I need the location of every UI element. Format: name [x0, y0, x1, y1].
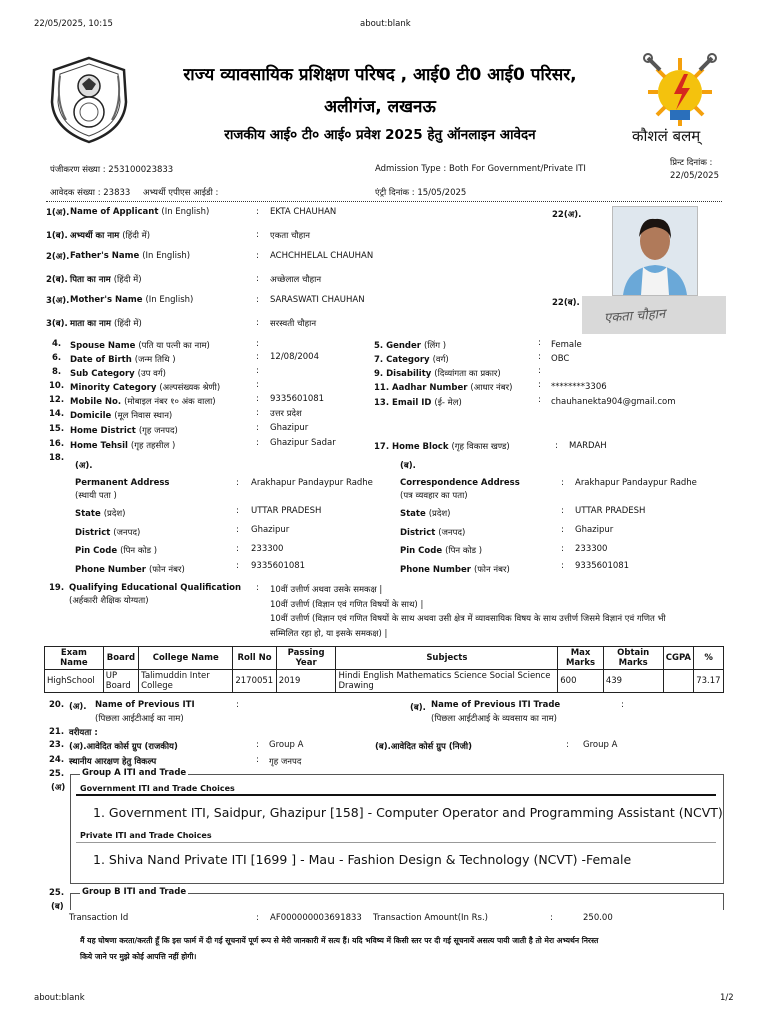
header-max-marks: Max Marks	[558, 647, 604, 670]
colon: :	[561, 525, 564, 535]
mother-name-hindi: सरस्वती चौहान	[270, 319, 317, 329]
field-number: 12.	[49, 395, 65, 405]
print-url: about:blank	[360, 19, 411, 29]
colon: :	[256, 339, 259, 349]
field-label	[70, 440, 175, 451]
header-obtain-marks: Obtain Marks	[603, 647, 663, 670]
colon: :	[256, 352, 259, 362]
skill-logo-text: कौशलं बलम्	[632, 127, 701, 145]
perm-pincode: 233300	[251, 544, 284, 554]
cell-percent: 73.17	[694, 670, 724, 693]
colon: :	[621, 700, 624, 710]
father-name: ACHCHHELAL CHAUHAN	[270, 251, 374, 261]
cell-roll-no: 2170051	[233, 670, 276, 693]
label-en: Minority Category	[70, 383, 157, 393]
divider	[76, 842, 716, 843]
table-header-row	[45, 647, 724, 670]
field-number: 13.	[374, 398, 390, 408]
label-en: Home Tehsil	[70, 441, 128, 451]
label-en: Phone Number	[75, 565, 146, 575]
cell-board: UP Board	[103, 670, 138, 693]
transaction-id: AF000000003691833	[270, 913, 362, 923]
photo-label: 22(अ).	[552, 210, 582, 220]
label-sub: (उप वर्ग)	[137, 369, 166, 379]
label-sub: (पिन कोड )	[120, 546, 158, 556]
field-label	[374, 368, 501, 379]
cell-exam: HighSchool	[45, 670, 104, 693]
label-sub: (In English)	[161, 207, 210, 217]
header-college: College Name	[139, 647, 233, 670]
label-sub: (आधार नंबर)	[470, 383, 513, 393]
pvt-iti-choice: 1. Shiva Nand Private ITI [1699 ] - Mau - Fashion Design & Technology (NCVT) -Female	[93, 852, 632, 867]
colon: :	[256, 274, 259, 284]
field-number: 16.	[49, 439, 65, 449]
label-en: Category	[386, 355, 430, 365]
label-sub: (दिव्यांगता का प्रकार)	[434, 369, 501, 379]
registration-number: पंजीकरण संख्या : 253100023833	[50, 165, 174, 175]
perm-address-sub: (स्थायी पता )	[75, 491, 117, 501]
label-sub: (In English)	[142, 251, 191, 261]
field-label	[70, 354, 176, 365]
label-sub: (पति या पत्नी का नाम)	[138, 341, 210, 351]
label-en: Name of Applicant	[70, 207, 159, 217]
label-hi: माता का नाम	[70, 319, 111, 329]
perm-state: UTTAR PRADESH	[251, 506, 322, 516]
header-percent: %	[694, 647, 724, 670]
label-en: Phone Number	[400, 565, 471, 575]
label-sub: (जनपद)	[113, 528, 141, 538]
group-a-legend: Group A ITI and Trade	[82, 768, 187, 778]
field-label	[70, 396, 216, 407]
page-number: 1/2	[720, 993, 734, 1003]
local-reservation-label: स्थानीय आरक्षण हेतु विकल्प	[69, 757, 157, 767]
field-number: 9.	[374, 369, 384, 379]
gov-course-group-label: (अ).आवेदित कोर्स ग्रुप (राजकीय)	[69, 742, 178, 752]
colon: :	[538, 395, 541, 405]
field-number: 2(अ).	[46, 252, 70, 262]
field-number: 20.	[49, 700, 65, 710]
colon: :	[561, 506, 564, 516]
sub-number: (ब).	[400, 461, 416, 471]
colon: :	[236, 700, 239, 710]
table-row	[45, 670, 724, 693]
field-label	[70, 382, 220, 393]
colon: :	[256, 230, 259, 240]
label-sub: (जनपद)	[438, 528, 466, 538]
signature-text: एकता चौहान	[603, 306, 666, 327]
label-hi: अभ्यर्थी का नाम	[70, 231, 120, 241]
label-hi: पिता का नाम	[70, 275, 111, 285]
divider	[46, 201, 722, 202]
colon: :	[236, 478, 239, 488]
colon: :	[236, 525, 239, 535]
sub-number: (अ).	[75, 461, 93, 471]
label-en: Pin Code	[400, 546, 443, 556]
field-label	[400, 527, 465, 538]
colon: :	[256, 423, 259, 433]
field-number: 19.	[49, 583, 65, 593]
field-number: 10.	[49, 381, 65, 391]
colon: :	[236, 506, 239, 516]
corr-state: UTTAR PRADESH	[575, 506, 646, 516]
colon: :	[256, 740, 259, 750]
field-number: 2(ब).	[46, 275, 68, 285]
field-label	[70, 368, 166, 379]
colon: :	[538, 380, 541, 390]
label-en: Mobile No.	[70, 397, 122, 407]
colon: :	[538, 338, 541, 348]
field-label	[70, 340, 210, 351]
home-block: MARDAH	[569, 441, 607, 451]
label-en: Email ID	[392, 398, 432, 408]
declaration-line2: किये जाने पर मुझे कोई आपत्ति नहीं होगी।	[80, 952, 197, 961]
field-number: 3(ब).	[46, 319, 68, 329]
prev-iti-sub: (पिछला आईटीआई का नाम)	[95, 714, 184, 724]
signature-label: 22(ब).	[552, 298, 580, 308]
print-date-label: प्रिन्ट दिनांक :	[670, 158, 713, 168]
field-label	[70, 251, 190, 261]
cell-subjects: Hindi English Mathematics Science Social Science Drawing	[336, 670, 558, 693]
label-en: State	[400, 509, 426, 519]
field-number: 5.	[374, 341, 384, 351]
label-sub: (In English)	[145, 295, 194, 305]
field-number: 3(अ).	[46, 296, 70, 306]
label-en: District	[400, 528, 436, 538]
corr-phone: 9335601081	[575, 561, 630, 571]
field-label	[70, 207, 209, 217]
header-title-line3: राजकीय आई० टी० आई० प्रवेश 2025 हेतु ऑनलाइन आवेदन	[224, 127, 536, 143]
divider	[76, 794, 716, 796]
mother-name: SARASWATI CHAUHAN	[270, 295, 365, 305]
label-sub: (गृह जनपद)	[138, 426, 178, 436]
transaction-amount-label: Transaction Amount(In Rs.)	[373, 913, 488, 923]
label-sub: (मोबाइल नंबर १० अंक वाला)	[124, 397, 216, 407]
header-title-line2: अलीगंज, लखनऊ	[324, 97, 436, 117]
signature-image	[582, 296, 726, 334]
header-title-line1: राज्य व्यावसायिक प्रशिक्षण परिषद , आई0 टी0 आई0 परिसर,	[183, 65, 577, 85]
colon: :	[256, 438, 259, 448]
colon: :	[550, 913, 553, 923]
field-label	[70, 230, 150, 241]
colon: :	[256, 394, 259, 404]
pvt-course-group-label: (ब).आवेदित कोर्स ग्रुप (निजी)	[375, 742, 472, 752]
category: OBC	[551, 354, 570, 364]
prev-iti-trade-sub: (पिछला आईटीआई के व्यवसाय का नाम)	[431, 714, 558, 724]
colon: :	[555, 441, 558, 451]
home-tehsil: Ghazipur Sadar	[270, 438, 336, 448]
field-number: 14.	[49, 409, 65, 419]
colon: :	[256, 251, 259, 261]
admission-type: Admission Type : Both For Government/Private ITI	[375, 164, 586, 174]
transaction-id-label: Transaction Id	[69, 913, 129, 923]
corr-pincode: 233300	[575, 544, 608, 554]
field-label	[374, 441, 510, 452]
colon: :	[561, 561, 564, 571]
label-sub: (ई- मेल)	[434, 398, 462, 408]
gender: Female	[551, 340, 582, 350]
perm-address-label: Permanent Address	[75, 478, 170, 488]
field-number: 1(ब).	[46, 231, 68, 241]
label-sub: (फोन नंबर)	[148, 565, 185, 575]
colon: :	[256, 207, 259, 217]
colon: :	[256, 913, 259, 923]
corr-address-label: Correspondence Address	[400, 478, 520, 488]
colon: :	[236, 561, 239, 571]
label-en: State	[75, 509, 101, 519]
label-sub: (गृह तहसील )	[130, 441, 176, 451]
qualification-sub: (अर्हकारी शैक्षिक योग्यता)	[69, 596, 149, 606]
label-en: Spouse Name	[70, 341, 136, 351]
gov-iti-choice: 1. Government ITI, Saidpur, Ghazipur [158] - Computer Operator and Programming Assistant (NCVT)	[93, 805, 723, 820]
cell-year: 2019	[276, 670, 336, 693]
label-sub: (प्रदेश)	[428, 509, 451, 519]
corr-address: Arakhapur Pandaypur Radhe	[575, 478, 697, 488]
field-label	[374, 340, 446, 351]
label-sub: (गृह विकास खण्ड)	[451, 442, 510, 452]
header-passing-year: Passing Year	[276, 647, 336, 670]
qualification-option: 10वीं उत्तीर्ण अथवा उसके समकक्ष |	[270, 585, 383, 595]
colon: :	[256, 366, 259, 376]
field-number: 1(अ).	[46, 208, 70, 218]
email-id: chauhanekta904@gmail.com	[551, 397, 676, 407]
qualification-option: 10वीं उत्तीर्ण (विज्ञान एवं गणित विषयों के साथ) |	[270, 600, 424, 610]
colon: :	[538, 352, 541, 362]
father-name-hindi: अच्छेलाल चौहान	[270, 275, 322, 285]
applicant-number: आवेदक संख्या : 23833	[50, 188, 131, 198]
header-cgpa: CGPA	[663, 647, 694, 670]
perm-phone: 9335601081	[251, 561, 306, 571]
sub-number: (अ).	[69, 702, 87, 712]
colon: :	[561, 478, 564, 488]
label-sub: (प्रदेश)	[103, 509, 126, 519]
local-reservation: गृह जनपद	[269, 757, 302, 767]
label-en: Aadhar Number	[392, 383, 468, 393]
label-sub: (हिंदी में)	[113, 319, 142, 329]
label-sub: (फोन नंबर)	[473, 565, 510, 575]
field-number: 7.	[374, 355, 384, 365]
pvt-choices-heading: Private ITI and Trade Choices	[80, 831, 212, 840]
emblem-logo	[46, 54, 132, 149]
footer-url: about:blank	[34, 993, 85, 1003]
field-number: 25.	[49, 769, 65, 779]
label-sub: (जन्म तिथि )	[134, 355, 176, 365]
sub-number: (अ)	[51, 783, 66, 793]
mobile-number: 9335601081	[270, 394, 325, 404]
label-sub: (अल्पसंख्यक श्रेणी)	[159, 383, 221, 393]
label-en: Sub Category	[70, 369, 135, 379]
domicile: उत्तर प्रदेश	[270, 409, 302, 419]
aadhar-number: ********3306	[551, 382, 607, 392]
applicant-name: EKTA CHAUHAN	[270, 207, 337, 217]
field-number: 15.	[49, 424, 65, 434]
preference-label: वरीयता :	[69, 728, 98, 738]
exam-table	[44, 646, 724, 693]
corr-address-sub: (पत्र व्यवहार का पता)	[400, 491, 468, 501]
label-en: 17. Home Block	[374, 442, 449, 452]
label-en: Gender	[386, 341, 421, 351]
field-label	[75, 564, 185, 575]
colon: :	[236, 544, 239, 554]
applicant-name-hindi: एकता चौहान	[270, 231, 311, 241]
field-label	[374, 354, 449, 365]
header-subjects: Subjects	[336, 647, 558, 670]
date-of-birth: 12/08/2004	[270, 352, 319, 362]
colon: :	[256, 583, 259, 593]
colon: :	[256, 318, 259, 328]
colon: :	[561, 544, 564, 554]
label-en: Date of Birth	[70, 355, 132, 365]
print-date: 22/05/2025	[670, 171, 719, 181]
qualification-option-cont: सम्मिलित रहा हो, या इसके समकक्ष) |	[270, 629, 388, 639]
label-sub: (लिंग )	[423, 341, 447, 351]
skill-logo	[640, 52, 720, 131]
label-sub: (पिन कोड )	[445, 546, 483, 556]
label-en: District	[75, 528, 111, 538]
colon: :	[566, 740, 569, 750]
label-en: Disability	[386, 369, 432, 379]
label-en: Pin Code	[75, 546, 118, 556]
label-sub: (वर्ग)	[432, 355, 449, 365]
colon: :	[256, 295, 259, 305]
colon: :	[256, 408, 259, 418]
field-label	[75, 527, 140, 538]
label-en: Mother's Name	[70, 295, 143, 305]
qualification-label: Qualifying Educational Qualification	[69, 583, 242, 593]
label-en: Home District	[70, 426, 136, 436]
field-label	[70, 425, 178, 436]
declaration-line1: मैं यह घोषणा करता/करती हूँ कि इस फार्म में दी गई सूचनायें पूर्ण रूप से मेरी जानकारी में सत्य हैं। यदि भविष्य में किसी स्तर पर दी गई सूचनायें असत्य पायी जाती है तो मेरा अभ्यर्थन निरस्त	[80, 936, 599, 945]
print-datetime: 22/05/2025, 10:15	[34, 19, 113, 29]
aps-id: अभ्यर्थी एपीएस आईडी :	[143, 188, 219, 198]
sub-number: (ब).	[410, 703, 426, 713]
qualification-option: 10वीं उत्तीर्ण (विज्ञान एवं गणित विषयों के साथ अथवा उसी क्षेत्र में व्यावसायिक विषय के साथ उत्तीर्ण जिसमे विज्ञानं एवं गणित भी	[270, 614, 666, 624]
prev-iti-label: Name of Previous ITI	[95, 700, 195, 710]
label-sub: (हिंदी में)	[113, 275, 142, 285]
group-b-legend: Group B ITI and Trade	[82, 887, 187, 897]
field-number: 25.	[49, 888, 65, 898]
field-label	[75, 545, 157, 556]
field-label	[70, 318, 142, 329]
entry-date: एंट्री दिनांक : 15/05/2025	[375, 188, 467, 198]
perm-address: Arakhapur Pandaypur Radhe	[251, 478, 373, 488]
label-sub: (हिंदी में)	[122, 231, 151, 241]
header-exam-name: Exam Name	[45, 647, 104, 670]
cell-cgpa	[663, 670, 694, 693]
field-number: 24.	[49, 755, 65, 765]
field-label	[75, 508, 125, 519]
home-district: Ghazipur	[270, 423, 309, 433]
header-roll-no: Roll No	[233, 647, 276, 670]
colon: :	[538, 366, 541, 376]
field-number: 8.	[52, 367, 62, 377]
field-label	[374, 397, 462, 408]
gov-course-group: Group A	[269, 740, 304, 750]
field-label	[400, 508, 450, 519]
cell-max-marks: 600	[558, 670, 604, 693]
label-en: Father's Name	[70, 251, 140, 261]
field-number: 23.	[49, 740, 65, 750]
prev-iti-trade-label: Name of Previous ITI Trade	[431, 700, 561, 710]
applicant-photo	[612, 206, 698, 296]
colon: :	[256, 755, 259, 765]
field-number: 21.	[49, 727, 65, 737]
label-en: Domicile	[70, 411, 112, 421]
gov-choices-heading: Government ITI and Trade Choices	[80, 784, 235, 793]
colon: :	[256, 380, 259, 390]
cell-obtain-marks: 439	[603, 670, 663, 693]
field-label	[400, 564, 510, 575]
label-sub: (मूल निवास स्थान)	[114, 411, 173, 421]
sub-number: (ब)	[51, 902, 64, 912]
pvt-course-group: Group A	[583, 740, 618, 750]
field-label	[70, 295, 193, 305]
transaction-amount: 250.00	[583, 913, 613, 923]
field-label	[400, 545, 482, 556]
field-label	[70, 274, 142, 285]
perm-district: Ghazipur	[251, 525, 290, 535]
field-label	[70, 410, 172, 421]
field-number: 6.	[52, 353, 62, 363]
field-label	[374, 382, 512, 393]
field-number: 4.	[52, 339, 62, 349]
cell-college: Talimuddin Inter College	[139, 670, 233, 693]
field-number: 18.	[49, 453, 65, 463]
header-board: Board	[103, 647, 138, 670]
field-number: 11.	[374, 383, 390, 393]
corr-district: Ghazipur	[575, 525, 614, 535]
